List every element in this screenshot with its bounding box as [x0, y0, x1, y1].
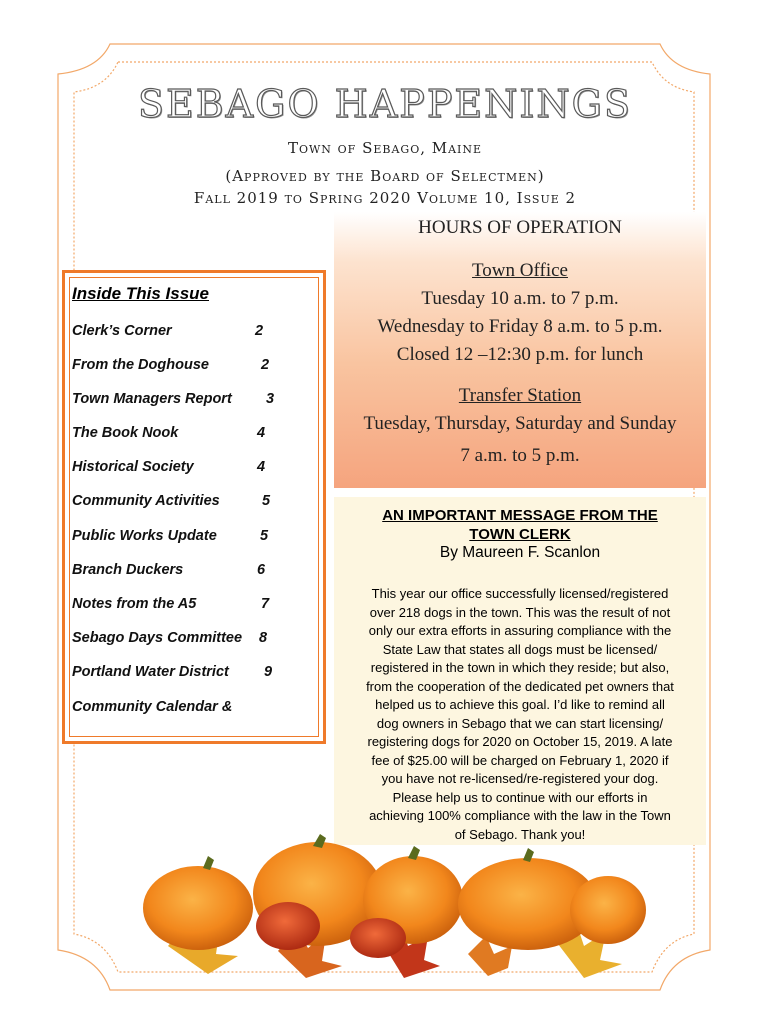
message-body-line: only our extra efforts in assuring compliance with the	[368, 623, 672, 638]
toc-item: The Book Nook	[72, 425, 179, 441]
newsletter-title: SEBAGO HAPPENINGS	[137, 82, 633, 126]
hours-title: HOURS OF OPERATION	[418, 217, 622, 238]
message-body-line: achieving 100% compliance with the law in the Town	[369, 808, 671, 823]
toc-item: Notes from the A5	[72, 596, 197, 612]
toc-heading: Inside This Issue	[72, 284, 209, 303]
toc-page-number: 8	[259, 630, 268, 646]
transfer-hours-line: 7 a.m. to 5 p.m.	[460, 445, 580, 466]
toc-page-number: 4	[257, 425, 266, 441]
hours-of-operation-box	[334, 212, 706, 488]
message-body-line: of Sebago. Thank you!	[454, 826, 586, 842]
toc-page-number: 5	[260, 528, 269, 544]
message-title	[334, 506, 706, 544]
town-subtitle: Town of Sebago, Maine	[287, 139, 483, 157]
toc-item: Town Managers Report	[72, 391, 232, 407]
message-body-line: registering dogs for 2020 on October 15, 2019. A late	[367, 734, 673, 749]
toc-page-number: 3	[266, 391, 275, 407]
toc-item: Community Calendar &	[72, 699, 233, 715]
pumpkins-illustration	[128, 826, 648, 981]
office-hours-line: Tuesday 10 a.m. to 7 p.m.	[421, 288, 619, 309]
message-body-line: helped us to achieve this goal. I’d like to remind all	[375, 697, 665, 712]
message-title-line: AN IMPORTANT MESSAGE FROM THE	[382, 507, 658, 524]
toc-item: From the Doghouse	[72, 357, 209, 373]
toc-item: Historical Society	[72, 459, 194, 475]
toc-page-number: 7	[261, 596, 270, 612]
office-hours-line: Closed 12 –12:30 p.m. for lunch	[396, 344, 644, 365]
message-body-line: fee of $25.00 will be charged on February 1, 2020 if	[371, 752, 669, 768]
office-hours-line: Wednesday to Friday 8 a.m. to 5 p.m.	[377, 316, 663, 337]
message-body-line: dog owners in Sebago that we can start licensing/	[376, 715, 664, 731]
message-body	[338, 585, 702, 844]
message-byline: By Maureen F. Scanlon	[439, 544, 601, 561]
message-body-line: you have not re-licensed/re-registered your dog.	[381, 771, 659, 786]
toc-page-number: 2	[255, 323, 264, 339]
toc-page-number: 6	[257, 562, 266, 578]
toc-item: Clerk’s Corner	[72, 323, 172, 339]
transfer-station-heading: Transfer Station	[458, 385, 582, 406]
toc-page-number: 4	[257, 459, 266, 475]
toc-item: Portland Water District	[72, 664, 229, 680]
message-body-line: Please help us to continue with our efforts in	[392, 789, 648, 805]
toc-item: Community Activities	[72, 493, 220, 509]
toc-item: Public Works Update	[72, 528, 217, 544]
toc-item: Sebago Days Committee	[72, 630, 243, 646]
message-title-line: TOWN CLERK	[469, 526, 571, 543]
toc-page-number: 2	[261, 357, 270, 373]
message-body-line: This year our office successfully licensed/registered	[371, 586, 669, 601]
message-body-line: registered in the town in which they reside; but also,	[370, 660, 670, 675]
toc-page-number: 9	[264, 664, 273, 680]
town-clerk-message-box	[334, 497, 706, 845]
message-body-line: over 218 dogs in the town. This was the result of not	[369, 604, 671, 620]
volume-issue: Fall 2019 to Spring 2020 Volume 10, Issue 2	[193, 189, 577, 207]
toc-item: Branch Duckers	[72, 562, 184, 578]
town-office-heading: Town Office	[472, 260, 568, 281]
message-body-line: from the cooperation of the dedicated pet owners that	[366, 678, 674, 694]
approval-note: (Approved by the Board of Selectmen)	[225, 167, 545, 185]
message-body-line: State Law that states all dogs must be licensed/	[382, 641, 658, 657]
toc-page-number: 5	[262, 493, 271, 509]
transfer-hours-line: Tuesday, Thursday, Saturday and Sunday	[363, 413, 677, 434]
